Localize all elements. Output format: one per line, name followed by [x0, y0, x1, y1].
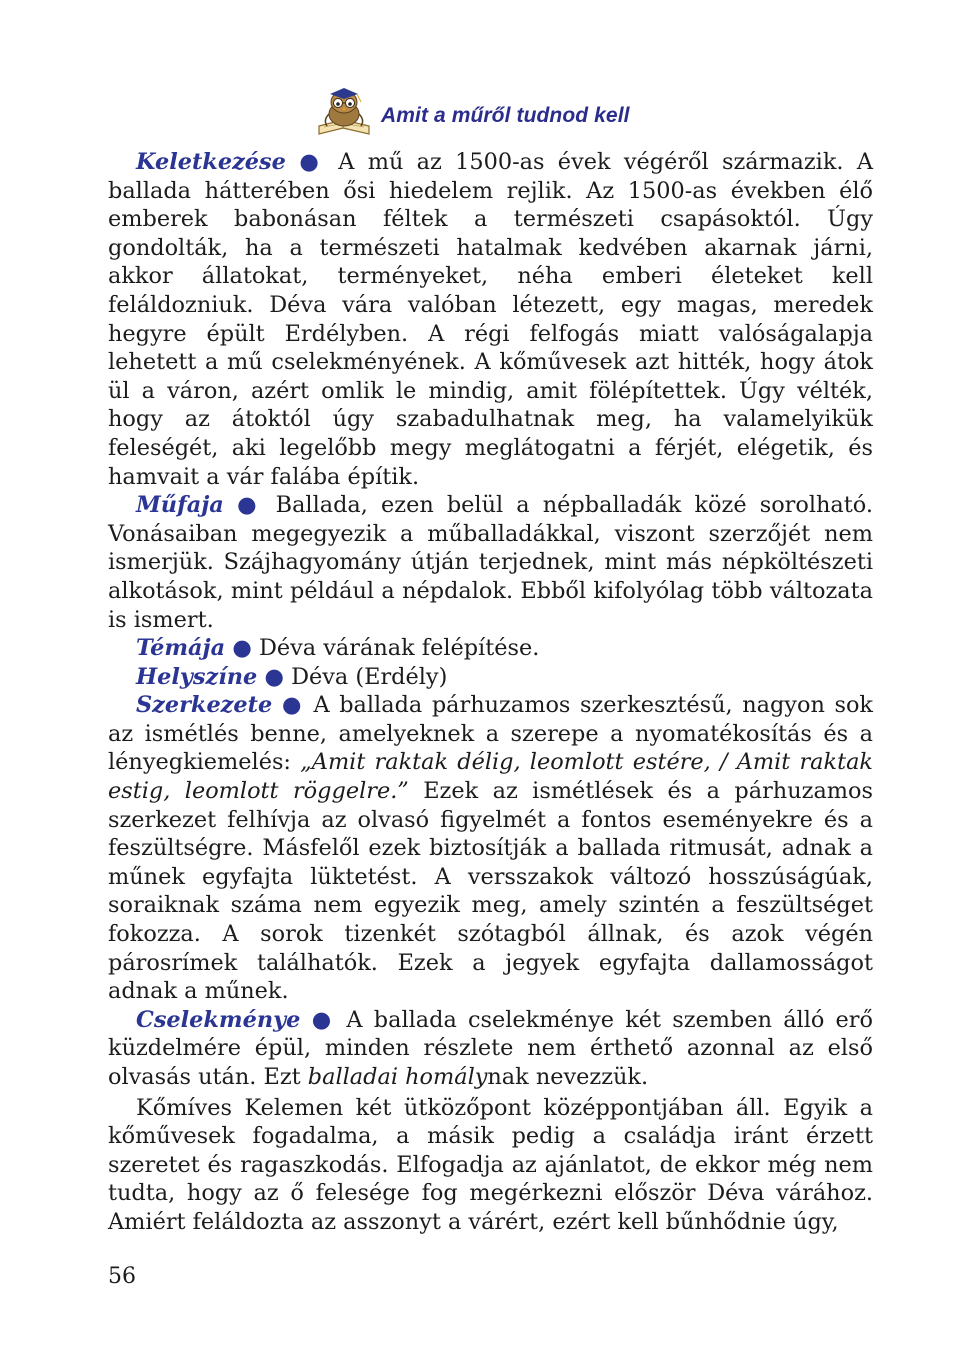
paragraph-text: Ezek az ismétlések és a párhuzamos szerkezet felhívja az olvasó figyelmét a fontos eseményekre és a feszültségre. Másfelől ezek biztosítják a ballada ritmusát, adnak a műnek egyfajta lüktetést. A versszakok változó hosszúságúak, soraiknak száma nem egyezik meg, amely szintén a feszültséget fokozza. A sorok tizenkét szótagból állnak, és azok végén párosrímek találhatók. Ezek a jegyek egyfajta dallamosságot adnak a műnek. [108, 778, 873, 1005]
bullet-icon: ● [236, 492, 263, 519]
bullet-icon: ● [299, 149, 325, 175]
paragraph-closing: Kőmíves Kelemen két ütközőpont középpontjában áll. Egyik a kőművesek fogadalma, a másik pedig a családja iránt érzett szeretet és ragaszkodás. Elfogadja az ajánlatot, de ekkor még nem tudta, hogy az ő felesége fog megérkezni először Déva várához. Amiért feláldozta az asszonyt a várért, ezért kell bűnhődnie úgy, [108, 1094, 873, 1235]
page-number: 56 [108, 1264, 136, 1289]
emphasized-term: balladai homály [307, 1064, 488, 1090]
paragraph-keletkezese [108, 148, 873, 491]
paragraph-text: Déva (Erdély) [291, 663, 448, 690]
paragraph-text: A ballada párhuzamos szerkesztésű, nagyon sok az ismétlés benne, amelyeknek a szerepe a nyomatékosítás és a lényegkiemelés: [108, 692, 873, 776]
paragraph-text: A mű az 1500-as évek végéről származik. A ballada hátterében ősi hiedelem rejlik. Az 1500-as években élő emberek babonásan féltek a természeti csapásoktól. Úgy gondolták, ha a természeti hatalmak kedvében akarnak járni, akkor állatokat, terményeket, néha emberi életeket kell feláldozniuk. Déva vára valóban létezett, egy magas, meredek hegyre épült Erdélyben. A régi felfogás miatt valóságalapja lehetett a mű cselekményének. A kőművesek azt hitték, hogy átok ül a váron, azért omlik le mindig, amit fölépítettek. Úgy vélték, hogy az átoktól úgy szabadulhatnak meg, ha valamelyikük feleségét, aki legelőbb megy meglátogatni a férjét, elégetik, és hamvait a vár falába építik. [108, 149, 873, 490]
paragraph-text: Déva várának felépítése. [258, 635, 540, 662]
paragraph-text: Ballada, ezen belül a népballadák közé sorolható. Vonásaiban megegyezik a műballadákkal, viszont szerzőjét nem ismerjük. Szájhagyomány útján terjednek, mint más népköltészeti alkotások, mint például a népdalok. Ebből kifolyólag több változata is ismert. [108, 492, 873, 633]
bullet-icon: ● [232, 635, 252, 662]
heading-keletkezese: Keletkezése [136, 149, 286, 175]
paragraph-helyszine [108, 663, 873, 692]
paragraph-mufaja [108, 491, 873, 634]
paragraph-cselekmenye [108, 1006, 873, 1092]
bullet-icon: ● [281, 692, 304, 719]
section-header [313, 84, 630, 144]
heading-helyszine: Helyszíne [136, 663, 258, 690]
body-text [108, 148, 873, 1237]
heading-cselekmenye: Cselekménye [136, 1006, 301, 1033]
bullet-icon: ● [311, 1006, 336, 1033]
bullet-icon: ● [264, 663, 284, 690]
owl-reading-book-icon [313, 86, 375, 142]
heading-mufaja: Műfaja [136, 492, 224, 519]
paragraph-text: nak nevezzük. [487, 1064, 649, 1090]
heading-szerkezete: Szerkezete [136, 692, 273, 719]
paragraph-text: A ballada cselekménye két szemben álló erő küzdelmére épül, minden részlete nem érthető azonnal az első olvasás után. Ezt [108, 1006, 873, 1090]
quoted-lines: „Amit raktak délig, leomlott estére, / Amit raktak estig, leomlott röggelre.” [108, 749, 873, 805]
paragraph-temaja [108, 634, 873, 663]
section-title: Amit a műről tudnod kell [381, 104, 630, 127]
paragraph-szerkezete [108, 691, 873, 1006]
heading-temaja: Témája [136, 635, 226, 662]
